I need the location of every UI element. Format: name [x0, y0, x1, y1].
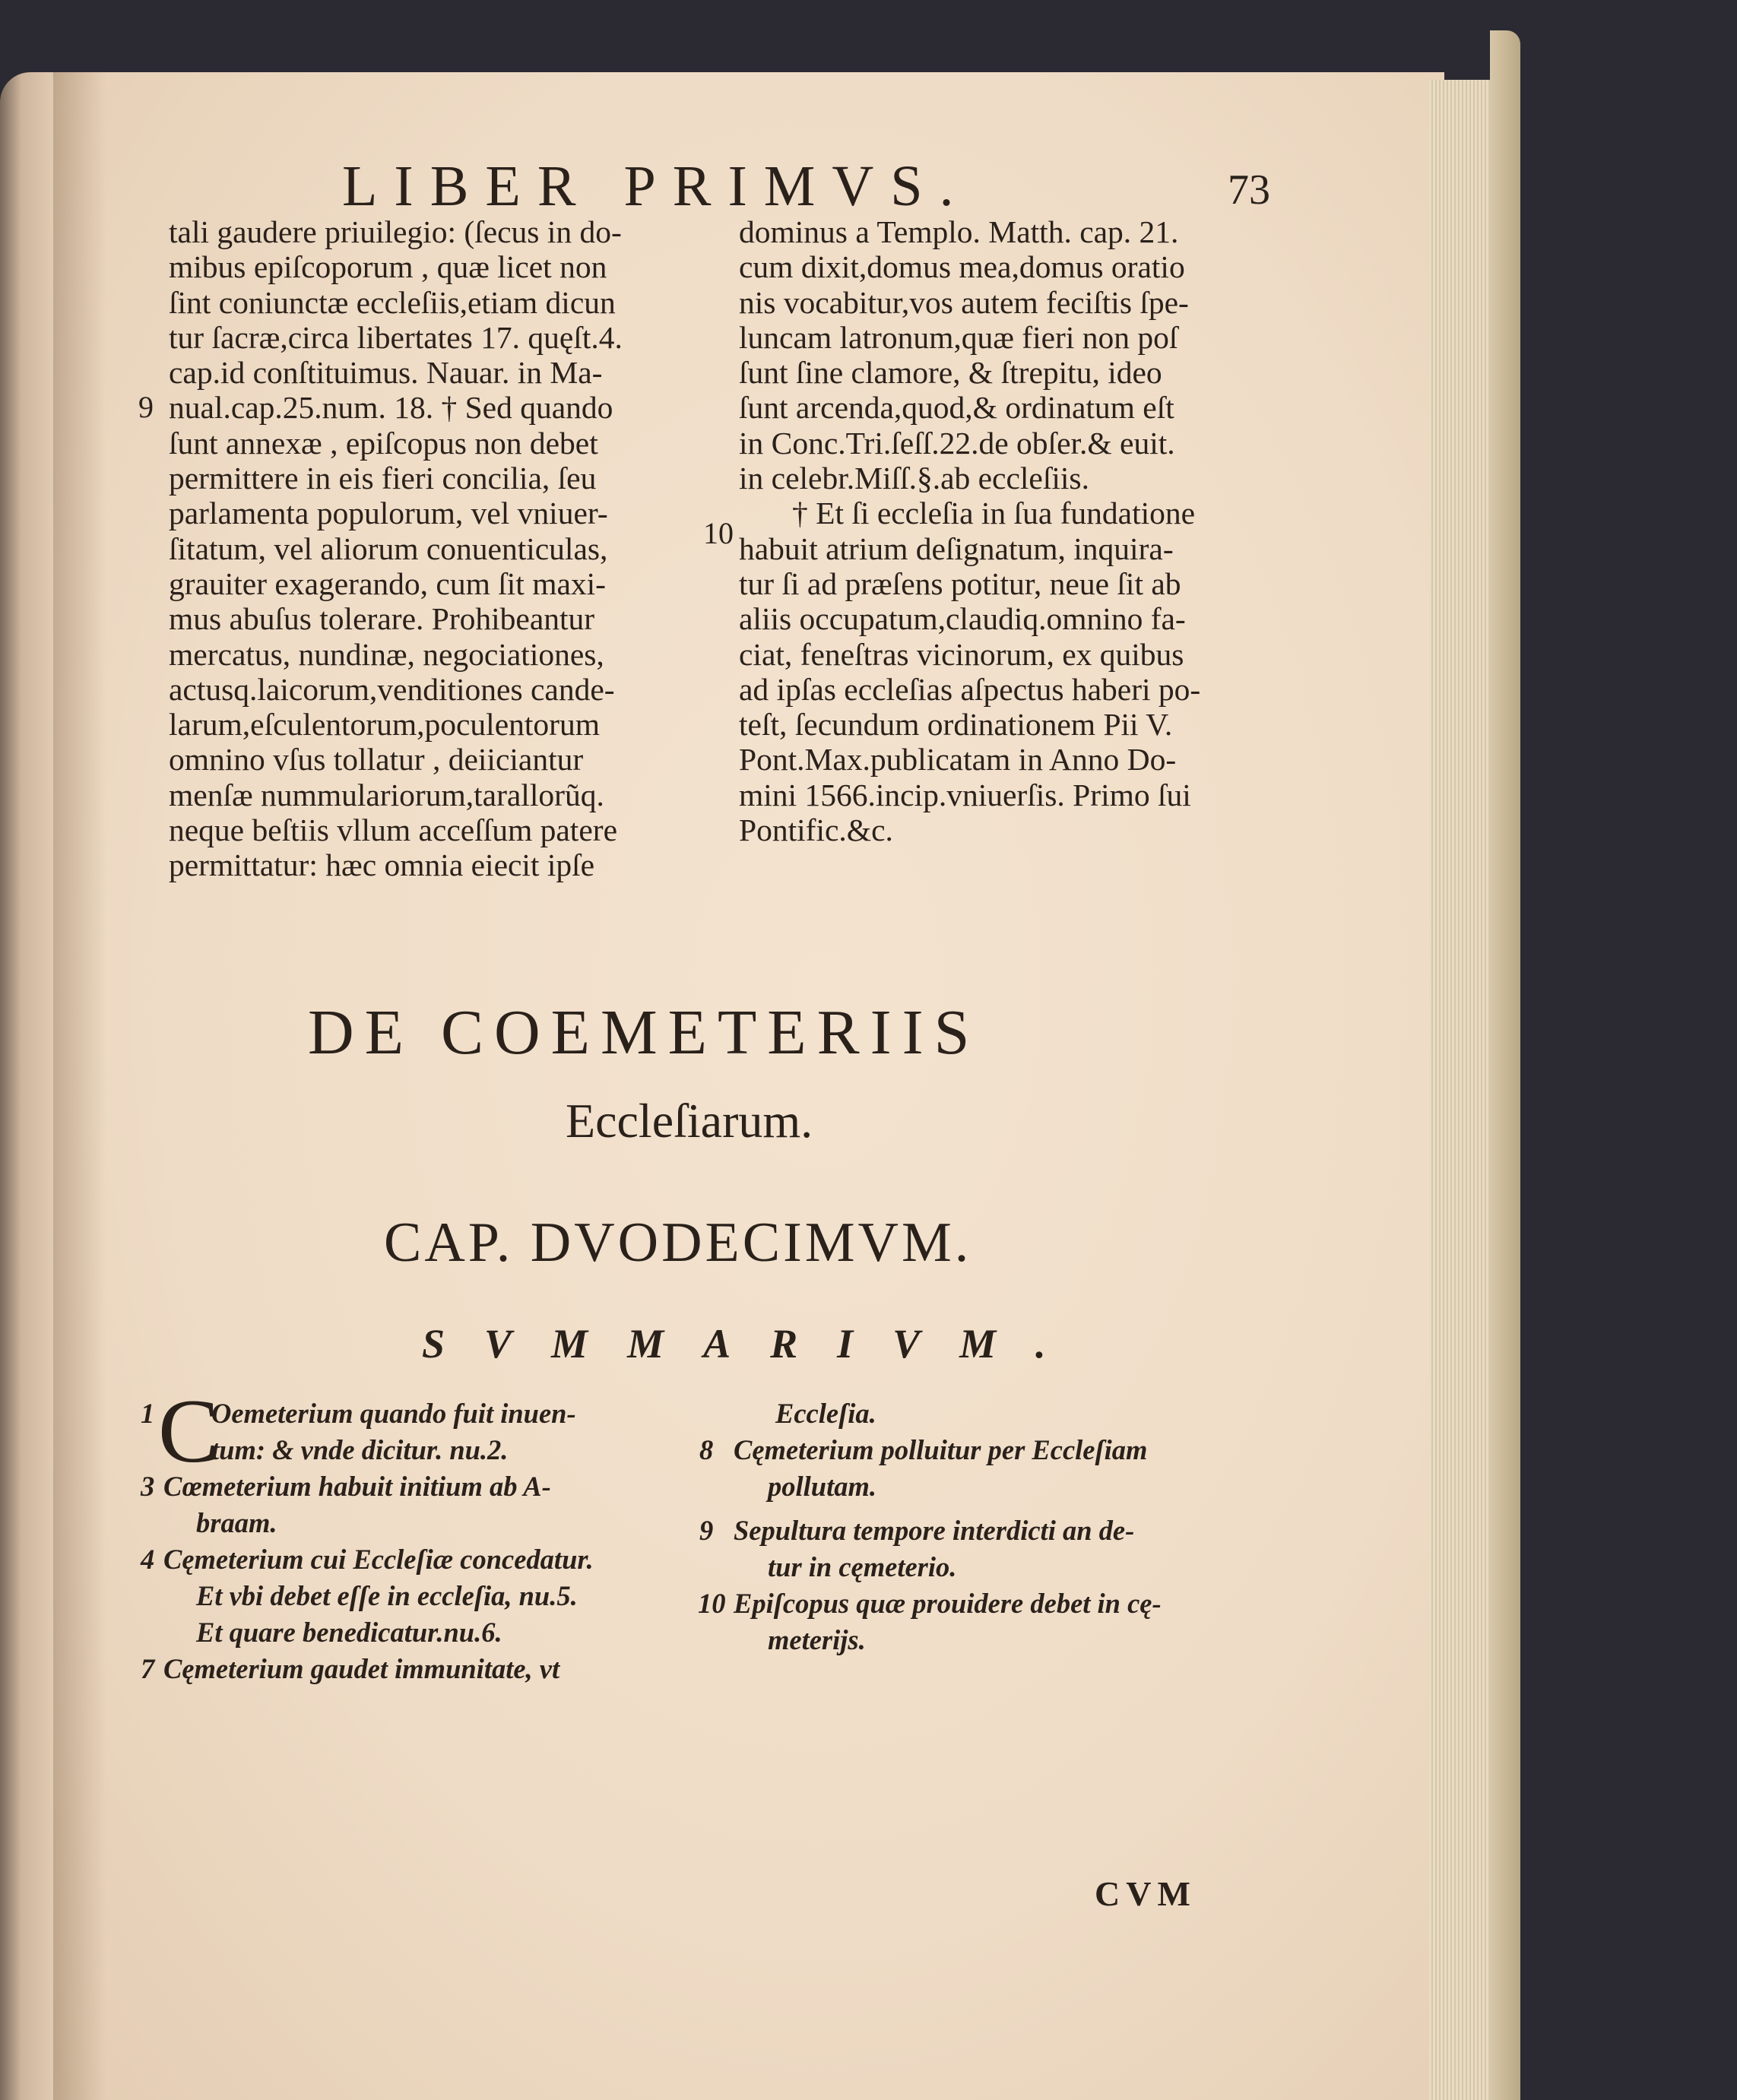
- margin-number-9: 9: [138, 390, 154, 424]
- summary-heading: SVMMARIVM.: [422, 1321, 1086, 1367]
- bleed-through: [175, 935, 859, 1847]
- text-line: larum,eſculentorum,poculentorum: [169, 707, 600, 743]
- text-line: Pontific.&c.: [739, 812, 893, 848]
- text-line: ſunt arcenda,quod,& ordinatum eſt: [739, 390, 1174, 426]
- text-line: ad ipſas eccleſias aſpectus haberi po-: [739, 671, 1201, 707]
- summary-line: Epiſcopus quæ prouidere debet in cę-: [734, 1588, 1162, 1619]
- summary-line: Eccleſia.: [775, 1398, 876, 1429]
- text-line: cum dixit,domus mea,domus oratio: [739, 249, 1185, 285]
- summary-num: 9: [699, 1515, 714, 1546]
- summary-line: Cęmeterium polluitur per Eccleſiam: [734, 1434, 1148, 1465]
- text-line: mercatus, nundinæ, negociationes,: [169, 636, 604, 672]
- summary-line: Sepultura tempore interdicti an de-: [734, 1515, 1135, 1546]
- summary-line: Cœmeterium habuit initium ab A-: [163, 1471, 551, 1502]
- summary-line: Oemeterium quando fuit inuen-: [211, 1398, 576, 1429]
- text-line: omnino vſus tollatur , deiiciantur: [169, 742, 584, 778]
- book-cover: [1490, 30, 1520, 2100]
- text-line: nual.cap.25.num. 18. † Sed quando: [169, 390, 613, 426]
- chapter-subtitle: Eccleſiarum.: [566, 1094, 813, 1148]
- summary-line: pollutam.: [768, 1471, 876, 1502]
- text-line: actusq.laicorum,venditiones cande-: [169, 671, 615, 707]
- text-line: mibus epiſcoporum , quæ licet non: [169, 249, 607, 285]
- summary-line: Cęmeterium gaudet immunitate, vt: [163, 1653, 560, 1684]
- text-line: neque beſtiis vllum acceſſum patere: [169, 812, 617, 848]
- text-line: tur ſacræ,circa libertates 17. quęſt.4.: [169, 319, 623, 355]
- text-line: † Et ſi eccleſia in ſua fundatione: [792, 496, 1196, 531]
- summary-line: Et quare benedicatur.nu.6.: [196, 1617, 502, 1648]
- summary-num: 4: [141, 1544, 155, 1575]
- summary-num: 8: [699, 1434, 714, 1465]
- text-line: permittatur: hæc omnia eiecit ipſe: [169, 847, 595, 883]
- summary-line: tur in cęmeterio.: [768, 1551, 957, 1582]
- summary-num: 7: [141, 1653, 155, 1684]
- summary-line: tum: & vnde dicitur. nu.2.: [211, 1434, 509, 1465]
- text-line: ſitatum, vel aliorum conuenticulas,: [169, 531, 608, 566]
- text-line: in celebr.Miſſ.§.ab eccleſiis.: [739, 461, 1089, 496]
- text-line: tali gaudere priuilegio: (ſecus in do-: [169, 214, 622, 249]
- summary-line: braam.: [196, 1507, 277, 1538]
- page-edges: [1429, 80, 1494, 2100]
- drop-cap: C: [158, 1380, 220, 1481]
- summary-num: 1: [141, 1398, 155, 1429]
- text-line: mus abuſus tolerare. Prohibeantur: [169, 601, 595, 637]
- right-column: [739, 214, 1200, 847]
- page-number: 73: [1228, 166, 1270, 214]
- running-title: LIBER PRIMVS.: [342, 154, 971, 218]
- text-line: nis vocabitur,vos autem feciſtis ſpe-: [739, 284, 1189, 320]
- text-line: habuit atrium deſignatum, inquira-: [739, 531, 1174, 566]
- summary-line: meterijs.: [768, 1624, 866, 1655]
- summary-num: 10: [698, 1588, 726, 1619]
- text-line: parlamenta populorum, vel vniuer-: [169, 496, 608, 531]
- catchword: CVM: [1095, 1874, 1197, 1913]
- text-line: menſæ nummulariorum,tarallorũq.: [169, 777, 604, 812]
- summary-line: Et vbi debet eſſe in eccleſia, nu.5.: [196, 1580, 578, 1611]
- text-line: luncam latronum,quæ fieri non poſ: [739, 319, 1178, 355]
- left-column: [169, 214, 623, 883]
- chapter-title: DE COEMETERIIS: [308, 997, 981, 1068]
- text-line: in Conc.Tri.ſeſſ.22.de obſer.& euit.: [739, 425, 1175, 461]
- left-page-edge: [0, 72, 61, 2100]
- summary-line: Cęmeterium cui Eccleſiæ concedatur.: [163, 1544, 594, 1575]
- text-line: aliis occupatum,claudiq.omnino fa-: [739, 601, 1186, 637]
- text-line: mini 1566.incip.vniuerſis. Primo ſui: [739, 777, 1191, 812]
- text-line: ſunt ſine clamore, & ſtrepitu, ideo: [739, 355, 1162, 391]
- gutter-shadow: [53, 72, 106, 2100]
- text-line: Pont.Max.publicatam in Anno Do-: [739, 742, 1177, 778]
- text-line: teſt, ſecundum ordinationem Pii V.: [739, 707, 1173, 743]
- text-line: ſunt annexæ , epiſcopus non debet: [169, 425, 598, 461]
- summary-num: 3: [141, 1471, 155, 1502]
- chapter-number: CAP. DVODECIMVM.: [384, 1212, 972, 1274]
- text-line: ſint coniunctæ eccleſiis,etiam dicun: [169, 284, 616, 320]
- text-line: ciat, feneſtras vicinorum, ex quibus: [739, 636, 1184, 672]
- text-line: tur ſi ad præſens potitur, neue ſit ab: [739, 565, 1181, 601]
- text-line: cap.id conſtituimus. Nauar. in Ma-: [169, 355, 603, 391]
- text-line: permittere in eis fieri concilia, ſeu: [169, 461, 597, 496]
- text-line: dominus a Templo. Matth. cap. 21.: [739, 214, 1179, 249]
- margin-number-10: 10: [703, 516, 734, 550]
- text-line: grauiter exagerando, cum ſit maxi-: [169, 565, 607, 601]
